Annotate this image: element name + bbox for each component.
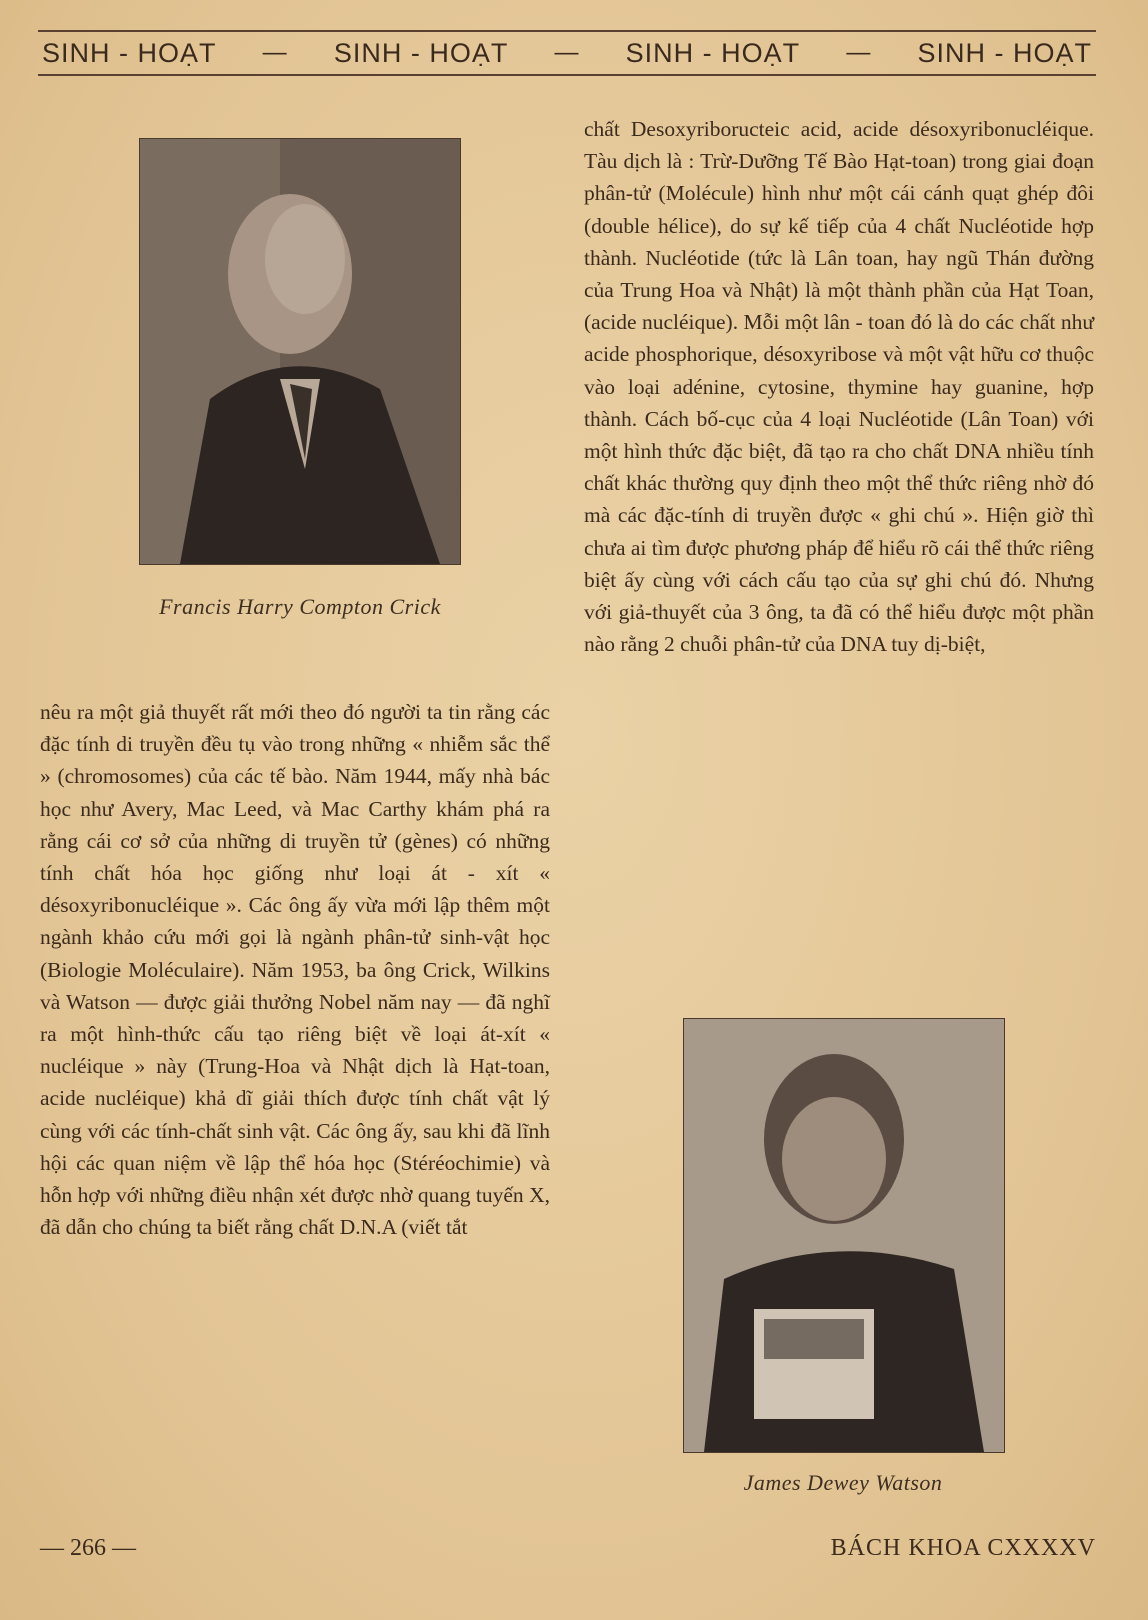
magazine-issue: BÁCH KHOA CXXXXV xyxy=(830,1535,1096,1561)
watson-caption: James Dewey Watson xyxy=(743,1470,943,1495)
header-separator: — xyxy=(554,39,580,66)
paragraph: nêu ra một giả thuyết rất mới theo đó người ta tin rằng các đặc tính di truyền đều tụ vào trong những « nhiễm sắc thể » (chromosomes) của các tế bào. Năm 1944, mấy nhà bác học như Avery, Mac Leed, và Mac Carthy khám phá ra rằng cái cơ sở của những di truyền tử (gènes) có những tính chất hóa học giống như loại át - xít « désoxyribonucléique ». Các ông ấy vừa mới lập thêm một ngành khảo cứu mới gọi là ngành phân-tử sinh-vật học (Biologie Moléculaire). Năm 1953, ba ông Crick, Wilkins và Watson — được giải thưởng Nobel năm nay — đã nghĩ ra một hình-thức cấu tạo riêng biệt về loại át-xít « nucléique » này (Trung-Hoa và Nhật dịch là Hạt-toan, acide nucléique) khả dĩ giải thích được tính chất vật lý cùng với các tính-chất sinh vật. Các ông ấy, sau khi đã lĩnh hội các quan niệm về lập thể hóa học (Stéréochimie) và hỗn hợp với những điều nhận xét được nhờ quang tuyến X, đã dẫn cho chúng ta biết rằng chất D.N.A (viết tắt xyxy=(40,700,550,1240)
watson-portrait-illustration xyxy=(684,1019,1004,1452)
left-column-text xyxy=(40,696,550,1243)
header-item: SINH - HOẠT xyxy=(625,37,801,68)
crick-portrait-illustration xyxy=(140,139,460,564)
crick-caption: Francis Harry Compton Crick xyxy=(159,594,441,619)
header-separator: — xyxy=(846,39,872,66)
header-item: SINH - HOẠT xyxy=(917,37,1092,68)
header-separator: — xyxy=(262,39,288,66)
header-item: SINH - HOẠT xyxy=(333,37,509,68)
right-column-text xyxy=(584,113,1094,660)
paragraph: chất Desoxyriboructeic acid, acide désoxyribonucléique. Tàu dịch là : Trừ-Dưỡng Tế Bào Hạt-toan) trong giai đoạn phân-tử (Molécule) hình như một cái cánh quạt ghép đôi (double hélice), do sự kế tiếp của 4 chất Nucléotide hợp thành. Nucléotide (tức là Lân toan, hay ngũ Thán đường của Trung Hoa và Nhật) là một thành phần của Hạt Toan, (acide nucléique). Mỗi một lân - toan đó là do các chất như acide phosphorique, désoxyribose và một vật hữu cơ thuộc vào loại adénine, cytosine, thymine hay guanine, hợp thành. Cách bố-cục của 4 loại Nucléotide (Lân Toan) với một hình thức đặc biệt, đã tạo ra cho chất DNA nhiều tính chất khác thường quy định theo một thể thức riêng nhờ đó mà các đặc-tính di truyền được « ghi chú ». Hiện giờ thì chưa ai tìm được phương pháp để hiểu rõ cái thể thức riêng biệt ấy cùng với cách cấu tạo của sự ghi chú đó. Nhưng với giả-thuyết của 3 ông, ta đã có thể hiểu được một phần nào rằng 2 chuỗi phân-tử của DNA tuy dị-biệt, xyxy=(584,117,1094,657)
crick-photo xyxy=(139,138,461,565)
page-number: — 266 — xyxy=(40,1535,136,1561)
watson-photo xyxy=(683,1018,1005,1453)
header-item: SINH - HOẠT xyxy=(42,37,217,68)
running-header xyxy=(38,30,1096,76)
